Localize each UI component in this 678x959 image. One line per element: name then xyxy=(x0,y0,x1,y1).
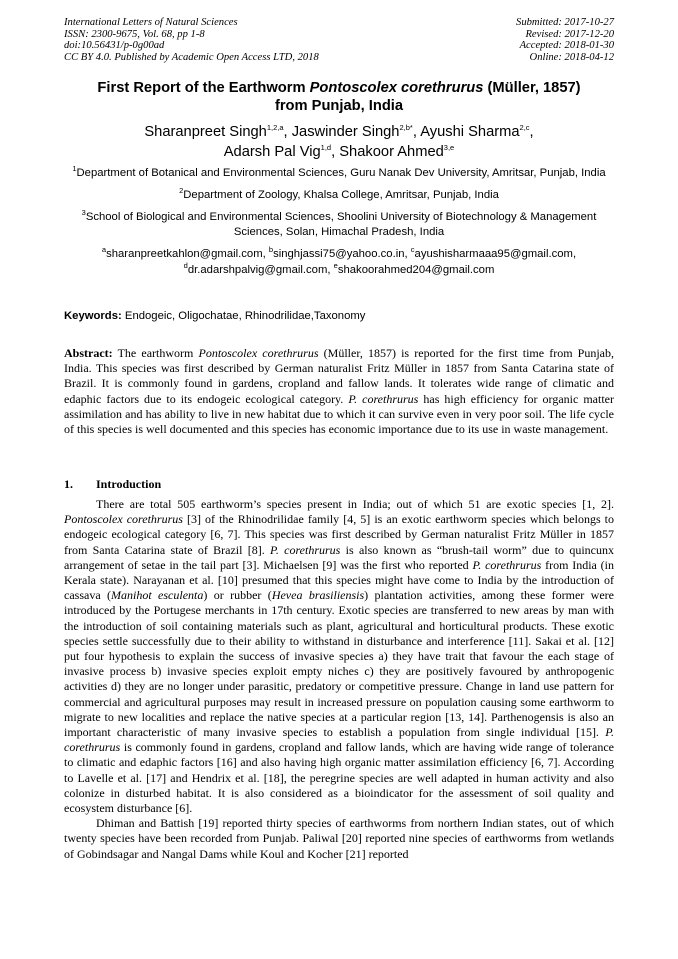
affiliations xyxy=(60,166,618,285)
email: $^b$singhjassi75@yahoo.co.in, xyxy=(268,245,411,261)
journal-info xyxy=(64,17,319,64)
introduction-body xyxy=(64,497,614,862)
revised-date: Revised: 2017-12-20 xyxy=(525,28,614,40)
author: Shakoor Ahmed$^{3,e}$ xyxy=(339,143,455,160)
email: $^a$sharanpreetkahlon@gmail.com, xyxy=(101,245,269,261)
keywords-text: Endogeic, Oligochatae, Rhinodrilidae,Taxonomy xyxy=(121,310,366,322)
section-heading xyxy=(64,477,614,492)
author: Sharanpreet Singh$^{1,2,a}$, xyxy=(144,123,292,140)
affiliation: $^3$School of Biological and Environmental Sciences, Shoolini University of Biotechnology & Management Sciences, Solan, Himachal Pradesh, India xyxy=(81,207,597,239)
title-species: Pontoscolex corethrurus xyxy=(309,80,484,96)
paragraph: Dhiman and Battish [19] reported thirty species of earthworms from northern Indian states, out of which twenty species have been recorded from Punjab. Paliwal [20] reported nine species of earthworms from wetlands of Gobindsagar and Nangal Dams while Koul and Kocher [21] reported xyxy=(64,816,614,861)
author: Ayushi Sharma$^{2,c}$, xyxy=(420,123,534,140)
abstract: Abstract: The earthworm Pontoscolex corethrurus (Müller, 1857) is reported for the first time from Punjab, India. This species was first described by German naturalist Fritz Müller in 1857 from Santa Catarina state of Brazil. It is commonly found in gardens, cropland and fallow lands. It tolerates wide range of climatic and edaphic factors due to its endogeic ecological category. P. corethrurus has high efficiency for organic matter assimilation and has ability to live in new habitat due to which it can survive even in very poor soil. The life cycle of this species is well documented and this species has economic importance due to its use in waste management. xyxy=(64,346,615,437)
email: $^d$dr.adarshpalvig@gmail.com, xyxy=(183,261,334,276)
title-line2: from Punjab, India xyxy=(274,97,404,114)
abstract-label: Abstract: xyxy=(64,346,113,360)
author: Adarsh Pal Vig$^{1,d}$, xyxy=(223,143,340,160)
author-list xyxy=(50,122,628,162)
keywords-label: Keywords: xyxy=(64,310,122,322)
email-list xyxy=(60,247,618,279)
author: Jaswinder Singh$^{2,b*}$, xyxy=(291,123,421,140)
section-number: 1. xyxy=(64,477,73,491)
issn: ISSN: 2300-9675, Vol. 68, pp 1-8 xyxy=(64,28,205,40)
paper-title xyxy=(50,80,628,115)
keywords xyxy=(64,309,614,324)
section-title: Introduction xyxy=(96,477,162,491)
online-date: Online: 2018-04-12 xyxy=(529,52,614,64)
affiliation: $^1$Department of Botanical and Environmental Sciences, Guru Nanak Dev University, Amritsar, Punjab, India xyxy=(72,164,606,179)
submitted-date: Submitted: 2017-10-27 xyxy=(516,17,614,28)
email: $^c$ayushisharmaaa95@gmail.com, xyxy=(410,245,577,261)
title-part2: (Müller, 1857) xyxy=(483,80,581,96)
dates-info xyxy=(516,17,614,64)
journal-name: International Letters of Natural Sciences xyxy=(64,17,238,28)
doi: doi:10.56431/p-0g00ad xyxy=(64,40,165,52)
email: $^e$shakoorahmed204@gmail.com xyxy=(333,261,495,276)
paragraph: There are total 505 earthworm’s species present in India; out of which 51 are exotic species [1, 2]. Pontoscolex corethrurus [3] of the Rhinodrilidae family [4, 5] is an exotic earthworm species which belongs to endogeic ecological category [6, 7]. This species was first described by German naturalist Fritz Müller in 1857 from Santa Catarina state of Brazil [8]. P. corethrurus is also known as “brush-tail worm” due to quincunx arrangement of setae in the tail part [3]. Michaelsen [9] was the first who reported P. corethrurus from India (in Kerala state). Narayanan et al. [10] presumed that this species might have come to India by the introduction of cassava (Manihot esculenta) or rubber (Hevea brasiliensis) plantation activities, among these former were introduced by the Portugese merchants in 17th century. Exotic species are transferred to new areas by man with the introduction of soil containing materials such as plant, agricultural and horticultural products. These exotic species settle successfully due to their ability to withstand in disturbance and interference [11]. Sakai et al. [12] put four hypothesis to explain the success of invasive species a) they have trait that favour the each stage of invasive process b) invasive species exploit empty niches c) they are positively favoured by anthropogenic activities d) they are no longer under parasitic, predatory or competitive pressure. Change in land use pattern for commercial and agricultural purposes may result in increased pressure on population causing some earthworm to migrate to new localities and replace the native species at a particular region [13, 14]. Parthenogensis is also an important characteristic of many invasive species to establish a population from single individual [15]. P. corethrurus is commonly found in gardens, cropland and fallow lands, which are having wide range of tolerance to climatic and edaphic factors [16] and also having high organic matter assimilation efficiency [6, 7]. According to Lavelle et al. [17] and Hendrix et al. [18], the peregrine species are well adapted in human activity and also colonize in disturbed habitat. It is also considered as a bioindicator for the assessment of soil quality and ecosystem disturbance [6]. xyxy=(64,497,615,816)
accepted-date: Accepted: 2018-01-30 xyxy=(519,40,614,52)
title-part1: First Report of the Earthworm xyxy=(97,80,310,96)
affiliation: $^2$Department of Zoology, Khalsa College, Amritsar, Punjab, India xyxy=(179,186,499,201)
license: CC BY 4.0. Published by Academic Open Access LTD, 2018 xyxy=(64,52,319,64)
